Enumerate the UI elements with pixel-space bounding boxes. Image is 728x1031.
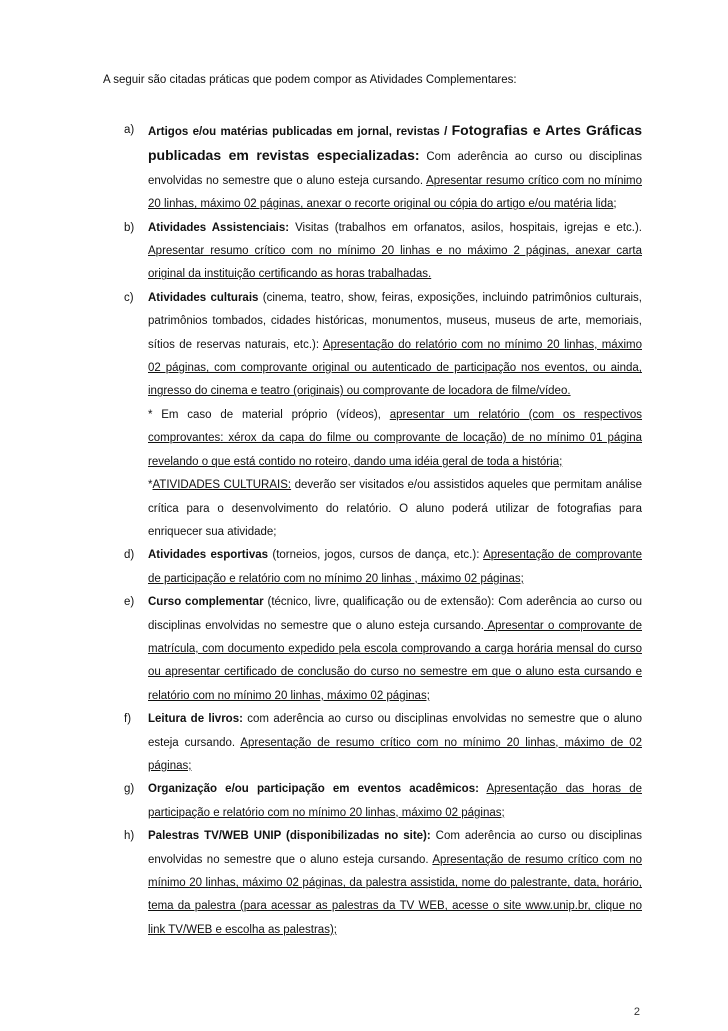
item-requirement: Apresentar o comprovante de matrícula, com documento expedido pela escola comprovando a carga horária mensal do curso ou apresentar certificado de conclusão do curso no semestre em que o aluno esta cursando e relatório com no mínimo 20 linhas, máximo 02 páginas;	[148, 619, 642, 702]
list-item-b	[0, 217, 728, 287]
item-requirement: Apresentar resumo crítico com no mínimo 20 linhas e no máximo 2 páginas, anexar carta original da instituição certificando as horas trabalhadas.	[148, 245, 642, 281]
item-letter: a)	[124, 124, 135, 136]
item-title: Artigos e/ou matérias publicadas em jornal, revistas /	[148, 126, 452, 138]
item-title: Atividades culturais	[148, 291, 259, 304]
list-item-e	[0, 591, 728, 708]
item-content	[148, 119, 642, 217]
item-letter: g)	[124, 783, 135, 796]
item-title: Atividades Assistenciais:	[148, 221, 290, 234]
note-text: deverão ser visitados e/ou assistidos aqueles que permitam análise crítica para o desenvolvimento do relatório. O aluno poderá utilizar de fotografias para enriquecer sua atividade;	[148, 479, 642, 538]
list-item-h	[0, 825, 728, 942]
activities-list	[0, 119, 728, 942]
list-item-g	[0, 778, 728, 825]
item-tail: ;	[613, 198, 617, 211]
intro-text: A seguir são citadas práticas que podem compor as Atividades Complementares:	[103, 74, 517, 86]
list-item-c	[0, 287, 728, 544]
list-item-d	[0, 544, 728, 591]
item-letter: d)	[124, 549, 135, 562]
item-letter: h)	[124, 830, 135, 843]
item-note	[148, 474, 642, 544]
item-title: Organização e/ou participação em eventos acadêmicos:	[148, 783, 479, 796]
item-letter: b)	[124, 221, 135, 234]
item-requirement: Apresentação de comprovante de participação e relatório com no mínimo 20 linhas , máximo 02 páginas;	[148, 549, 642, 585]
item-letter: f)	[124, 713, 132, 726]
item-requirement: Apresentação de resumo crítico com no mínimo 20 linhas, máximo de 02 páginas;	[148, 736, 642, 772]
item-text: Com aderência ao curso ou disciplinas envolvidas no semestre que o aluno esteja cursando.	[148, 830, 642, 866]
item-text: Com aderência ao curso ou disciplinas envolvidas no semestre que o aluno esteja cursando.	[148, 151, 642, 187]
item-content	[148, 287, 642, 544]
item-requirement: Apresentação do relatório com no mínimo 20 linhas, máximo 02 páginas, com comprovante original ou autenticado de participação nos eventos, ou ainda, ingresso do cinema e teatro (originais) ou comprovante de locadora de filme/vídeo.	[148, 338, 642, 398]
item-title-cont: publicadas em revistas especializadas:	[148, 147, 420, 164]
item-text: com aderência ao curso ou disciplinas envolvidas no semestre que o aluno esteja cursando.	[148, 713, 642, 749]
item-note	[148, 404, 642, 474]
item-text: (torneios, jogos, cursos de dança, etc.):	[268, 549, 484, 562]
note-text: * Em caso de material próprio (vídeos),	[148, 408, 390, 421]
item-content	[148, 708, 642, 778]
item-content	[148, 217, 642, 287]
item-content	[148, 591, 642, 708]
item-text: Visitas (trabalhos em orfanatos, asilos, hospitais, igrejas e etc.).	[289, 221, 642, 234]
item-title: Palestras TV/WEB UNIP (disponibilizadas no site):	[148, 830, 431, 843]
item-content	[148, 544, 642, 591]
list-item-f	[0, 708, 728, 778]
item-content	[148, 825, 642, 942]
item-letter: c)	[124, 291, 134, 304]
note-requirement: apresentar um relatório (com os respectivos comprovantes: xérox da capa do filme ou comprovante de locação) de no mínimo 01 página revelando o que está contido no roteiro, dando uma idéia geral de toda a história;	[148, 408, 643, 468]
item-paragraph	[148, 287, 642, 404]
item-text: (técnico, livre, qualificação ou de extensão): Com aderência ao curso ou disciplinas envolvidas no semestre que o aluno esteja cursando.	[148, 596, 643, 632]
note-star: *	[148, 479, 153, 492]
item-title: Atividades esportivas	[148, 549, 269, 562]
item-text: (cinema, teatro, show, feiras, exposições, incluindo patrimônios culturais, patrimônios tombados, cidades históricas, monumentos, museus, museus de arte, memoriais, sítios de reservas naturais, etc.):	[148, 291, 642, 351]
item-requirement: Apresentar resumo crítico com no mínimo 20 linhas, máximo 02 páginas, anexar o recorte original ou cópia do artigo e/ou matéria lida	[148, 174, 642, 211]
item-letter: e)	[124, 596, 135, 609]
item-content	[148, 778, 642, 825]
item-requirement: Apresentação de resumo crítico com no mínimo 20 linhas, máximo 02 páginas, da palestra assistida, nome do palestrante, data, horário, tema da palestra (para acessar as palestras da TV WEB, acesse o site www.unip.br, clique no link TV/WEB e escolha as palestras);	[148, 853, 642, 936]
item-title: Curso complementar	[148, 596, 264, 609]
item-requirement: Apresentação das horas de participação e relatório com no mínimo 20 linhas, máximo 02 páginas;	[148, 783, 642, 819]
item-title-large: Fotografias e Artes Gráficas	[451, 122, 642, 138]
note-heading: ATIVIDADES CULTURAIS:	[152, 479, 292, 492]
page-number: 2	[633, 1006, 640, 1018]
list-item-a	[0, 119, 728, 217]
item-title: Leitura de livros:	[148, 713, 243, 726]
